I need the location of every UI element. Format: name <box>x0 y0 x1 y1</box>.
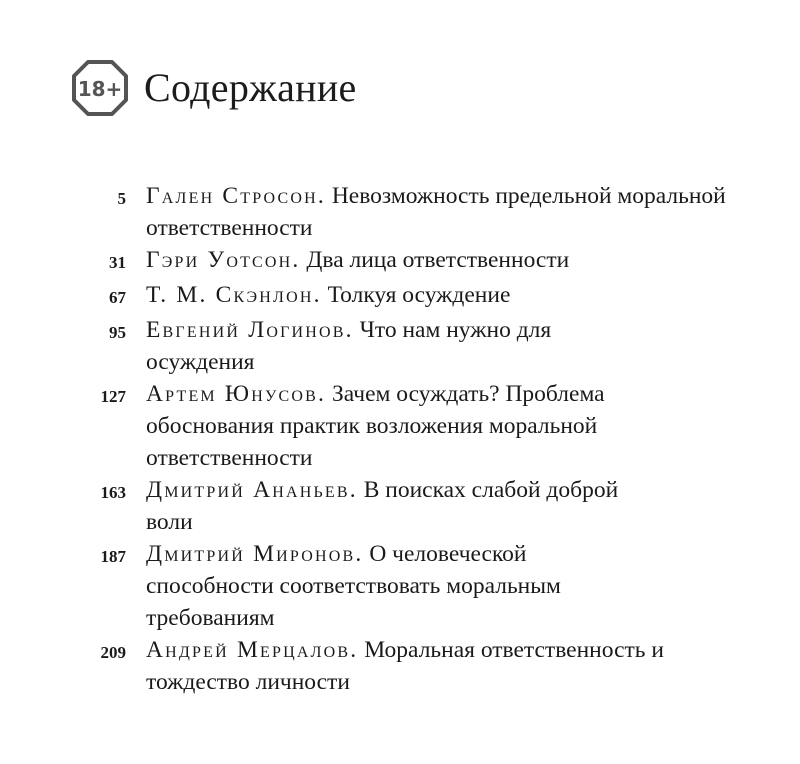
toc-entry[interactable] <box>60 244 760 279</box>
toc-author: Евгений Логинов. <box>146 317 354 343</box>
toc-page-number: 187 <box>100 547 126 566</box>
toc-author: Артем Юнусов. <box>146 381 327 407</box>
age-rating-icon <box>70 58 130 118</box>
toc-author: Дмитрий Миронов. <box>146 541 364 567</box>
toc-entry[interactable] <box>60 634 760 698</box>
toc-page-number: 95 <box>109 323 126 342</box>
toc-page-number: 5 <box>117 189 126 208</box>
toc-author: Дмитрий Ананьев. <box>146 477 358 503</box>
toc-entry[interactable] <box>60 378 760 474</box>
toc-entry-text <box>146 244 746 276</box>
toc-author: Гэри Уотсон. <box>146 247 301 273</box>
toc-entry-text <box>146 538 636 634</box>
toc-entry[interactable] <box>60 180 760 244</box>
toc-author: Т. М. Скэнлон. <box>146 282 322 308</box>
toc-title: В поисках слабой доброй воли <box>146 477 619 535</box>
toc-entry-text <box>146 314 586 378</box>
toc-entry-text <box>146 378 686 474</box>
toc-title: Что нам нужно для осуждения <box>146 317 552 375</box>
page-title: Содержание <box>144 65 357 110</box>
toc-entry-text <box>146 634 746 698</box>
toc-entry[interactable] <box>60 314 760 378</box>
toc-page-number: 31 <box>109 253 126 272</box>
toc-title: Зачем осуждать? Проблема обоснования практик возложения моральной ответственности <box>146 381 605 471</box>
toc-entry[interactable] <box>60 538 760 634</box>
table-of-contents <box>60 180 760 698</box>
toc-entry-text <box>146 474 626 538</box>
toc-entry[interactable] <box>60 279 760 314</box>
toc-title: Толкуя осуждение <box>327 282 511 308</box>
toc-entry[interactable] <box>60 474 760 538</box>
toc-author: Гален Стросон. <box>146 183 326 209</box>
toc-author: Андрей Мерцалов. <box>146 637 359 663</box>
toc-page-number: 209 <box>100 643 126 662</box>
toc-entry-text <box>146 279 746 311</box>
toc-page-number: 67 <box>109 288 126 307</box>
toc-title: Невозможность предельной моральной ответственности <box>146 183 726 241</box>
toc-page-number: 127 <box>100 387 126 406</box>
toc-title: Моральная ответственность и тождество личности <box>146 637 664 695</box>
toc-page-number: 163 <box>100 483 126 502</box>
header <box>70 58 357 118</box>
toc-entry-text <box>146 180 746 244</box>
toc-title: О человеческой способности соответствовать моральным требованиям <box>146 541 561 631</box>
age-rating-label: 18+ <box>77 77 123 101</box>
toc-title: Два лица ответственности <box>306 247 570 273</box>
